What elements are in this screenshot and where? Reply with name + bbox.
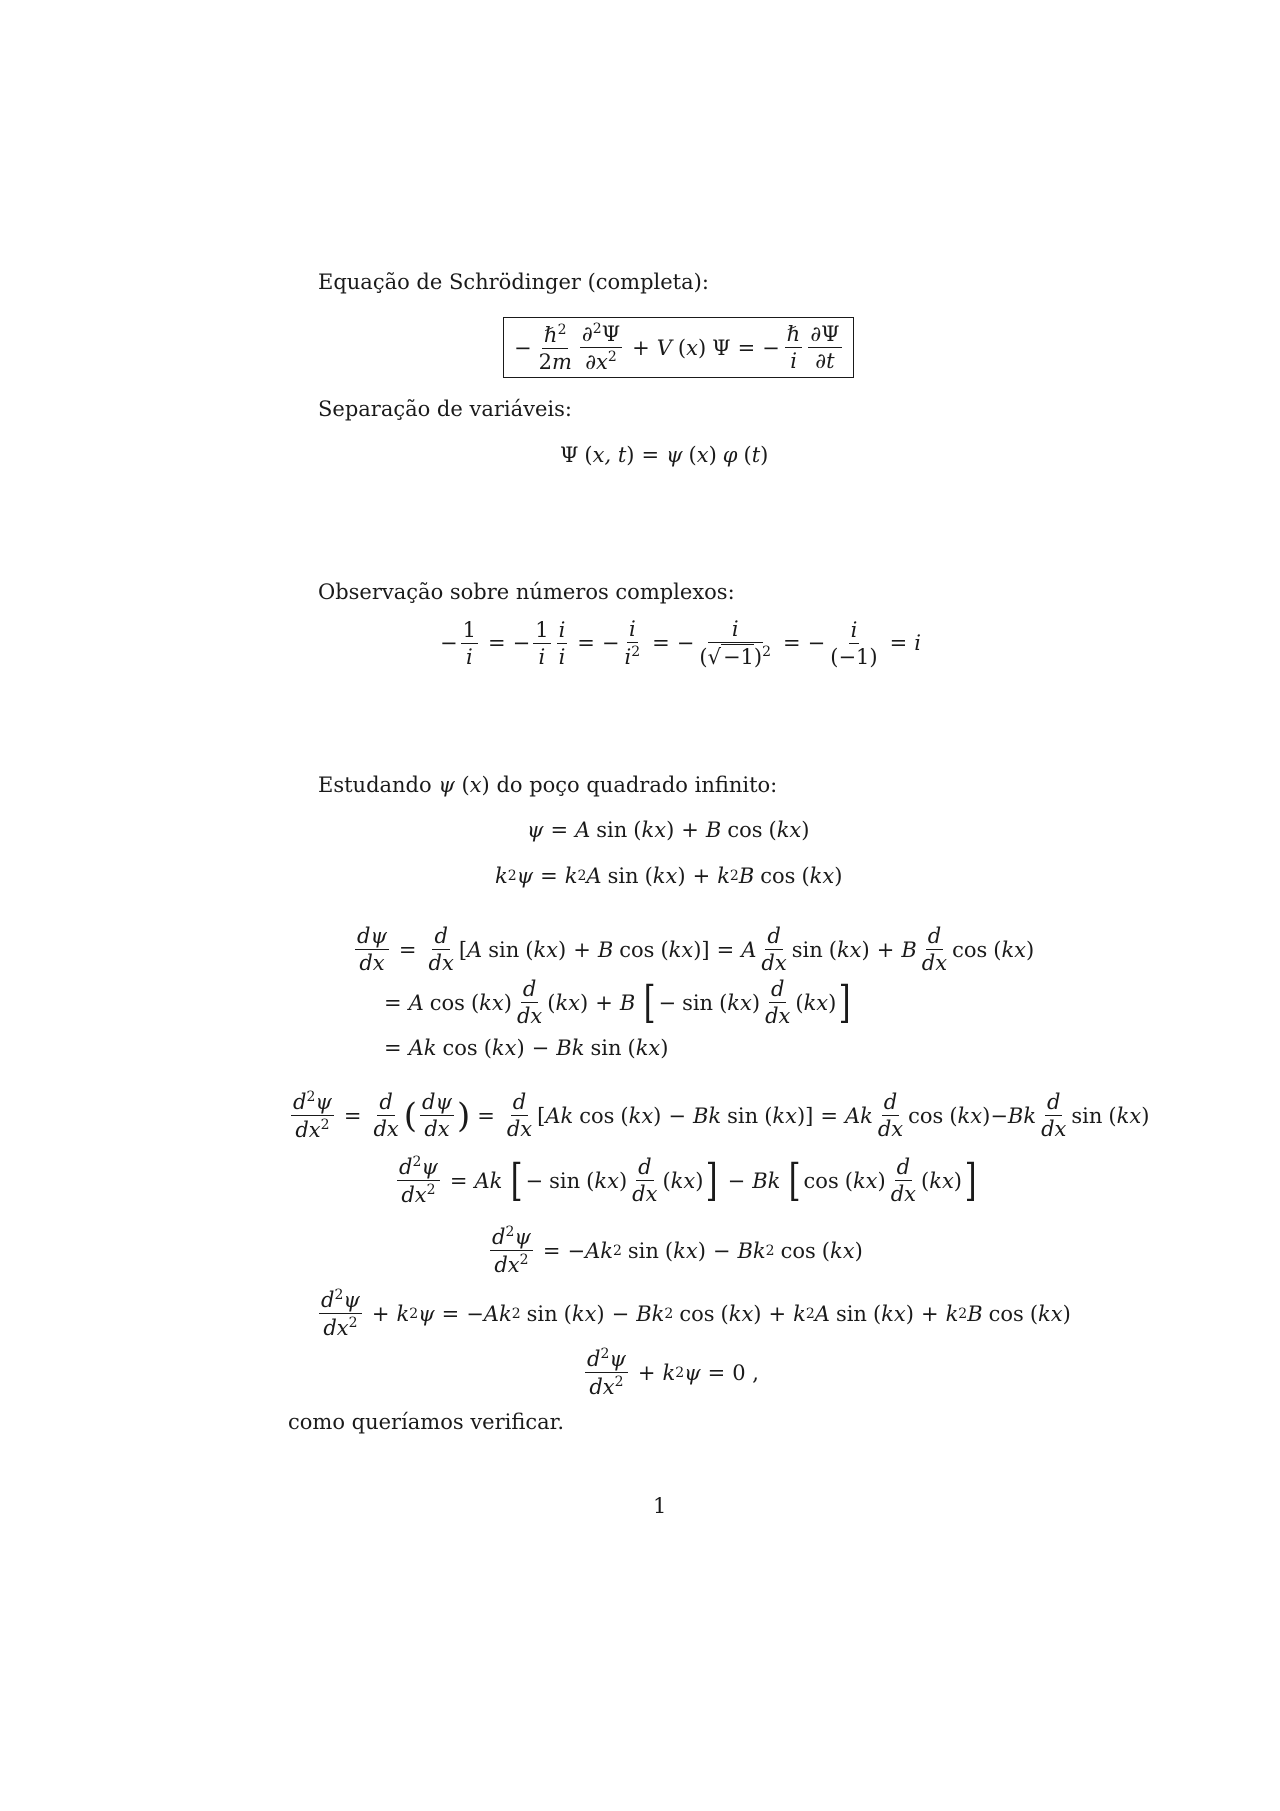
heading-separation: Separação de variáveis: (318, 397, 572, 421)
heading-study-part-b: do poço quadrado infinito: (496, 773, 778, 797)
equation-d2psi-line-1: $\frac{d^2\psi}{dx^2}$ = $\frac{d}{dx}$ ( $\frac{d\psi}{dx}$ ) = $\frac{d}{dx}$ [ Ak cos ( kx ) − Bk sin ( kx )] = Ak $\frac{d}{dx}$ cos ( kx )− Bk $\frac{d}{dx}$ sin ( kx ) (293, 1089, 1150, 1143)
heading-complex: Observação sobre números complexos: (318, 580, 735, 604)
conclusion-text: como queríamos verificar. (288, 1410, 565, 1434)
equation-complex: − $\frac{1}{i}$ = − $\frac{1}{i}$ $\frac{i}{i}$ = − $\frac{i}{i^2}$ = − $\frac{i}{(√-1)^2}$ = − $\frac{i}{(-1)}$ = i (440, 617, 921, 670)
equation-psi: ψ = A sin ( kx ) + B cos ( kx ) (527, 818, 810, 842)
heading-study-part-a: Estudando (318, 773, 432, 797)
equation-result: $\frac{d^2\psi}{dx^2}$ + k 2 ψ = 0 , (587, 1346, 759, 1400)
equation-dpsi-line-3: = Ak cos ( kx ) − Bk sin ( kx ) (384, 1036, 669, 1060)
equation-sum: $\frac{d^2\psi}{dx^2}$ + k 2 ψ = − Ak 2 sin ( kx ) − Bk 2 cos ( kx ) + k 2 A sin ( kx ) + k 2 B cos ( kx ) (321, 1287, 1071, 1341)
psi-of-x: ψ (438, 773, 455, 797)
heading-study: Estudando ψ (x) do poço quadrado infinito: (318, 773, 778, 797)
equation-d2psi-line-3: $\frac{d^2\psi}{dx^2}$ = − Ak 2 sin ( kx ) − Bk 2 cos ( kx ) (492, 1224, 863, 1278)
heading-schrodinger: Equação de Schrödinger (completa): (318, 270, 709, 294)
equation-separation: Ψ ( x, t ) = ψ ( x ) φ ( t ) (560, 443, 769, 467)
equation-d2psi-line-2: $\frac{d^2\psi}{dx^2}$ = Ak [ − sin ( kx ) $\frac{d}{dx}$ ( kx ) ] − Bk [ cos ( kx ) $\frac{d}{dx}$ ( kx ) ] (399, 1154, 977, 1208)
equation-dpsi-line-1: $\frac{d\psi}{dx}$ = $\frac{d}{dx}$ [ A sin ( kx ) + B cos ( kx )] = A $\frac{d}{dx}$ sin ( kx ) + B $\frac{d}{dx}$ cos ( kx ) (357, 924, 1035, 976)
equation-dpsi-line-2: = A cos ( kx ) $\frac{d}{dx}$ ( kx ) + B [ − sin ( kx ) $\frac{d}{dx}$ ( kx ) ] (384, 976, 851, 1029)
equation-k2-psi: k 2 ψ = k 2 A sin ( kx ) + k 2 B cos ( kx ) (495, 864, 843, 888)
equation-schrodinger-box: − $\frac{\hbar^2}{2m}$ $\frac{\partial^2\Psi}{\partial x^2}$ + V ( x ) Ψ = − $\frac{\text{ℏ}}{i}$ $\frac{\partial\Psi}{\partial t}$ (503, 317, 854, 378)
page-number: 1 (653, 1494, 667, 1518)
